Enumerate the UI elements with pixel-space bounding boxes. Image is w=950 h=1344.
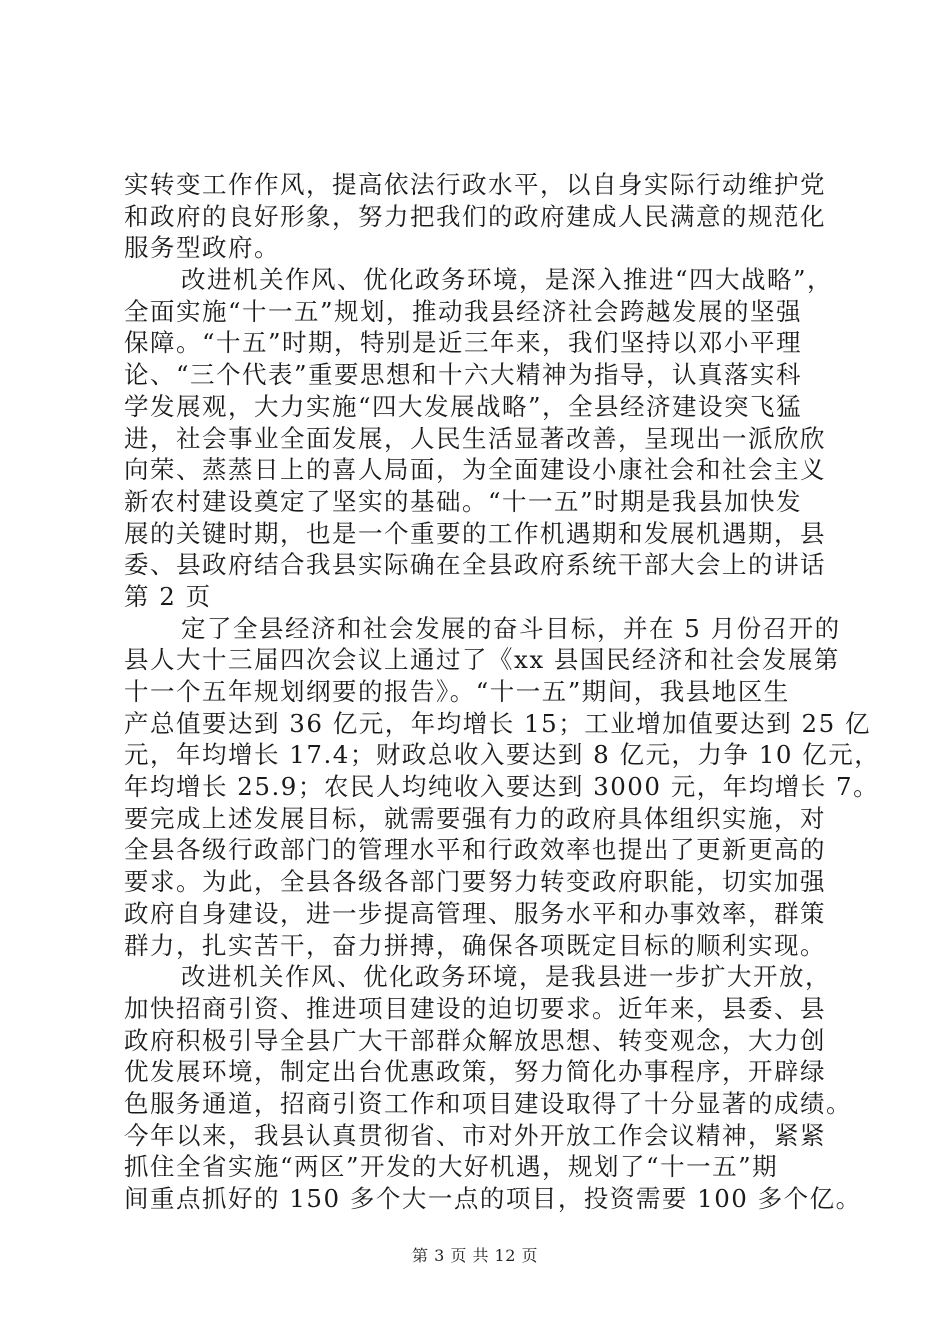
paragraph-start-line: 改进机关作风、优化政务环境，是深入推进“四大战略”，: [181, 265, 834, 295]
inline-page-marker: 第 2 页: [124, 581, 212, 611]
text-line: 优发展环境，制定出台优惠政策，努力简化办事程序，开辟绿: [124, 1057, 826, 1087]
text-line: 论、“三个代表”重要思想和十六大精神为指导，认真落实科: [124, 360, 803, 390]
text-line: 进，社会事业全面发展，人民生活显著改善，呈现出一派欣欣: [124, 423, 826, 453]
text-line: 要求。为此，全县各级各部门要努力转变政府职能，切实加强: [124, 867, 826, 897]
text-line: 和政府的良好形象，努力把我们的政府建成人民满意的规范化: [124, 201, 826, 231]
text-line: 要完成上述发展目标，就需要强有力的政府具体组织实施，对: [124, 803, 826, 833]
text-line: 全面实施“十一五”规划，推动我县经济社会跨越发展的坚强: [124, 296, 803, 326]
body-text: [124, 169, 881, 1215]
text-line: 向荣、蒸蒸日上的喜人局面，为全面建设小康社会和社会主义: [124, 455, 826, 485]
text-line: 十一个五年规划纲要的报告》。“十一五”期间，我县地区生: [124, 677, 790, 706]
paragraph-start-line: 定了全县经济和社会发展的奋斗目标，并在 5 月份召开的: [181, 613, 841, 643]
paragraph-start-line: 改进机关作风、优化政务环境，是我县进一步扩大开放，: [181, 962, 831, 992]
text-line: 抓住全省实施“两区”开发的大好机遇，规划了“十一五”期: [124, 1152, 779, 1182]
text-line: 政府积极引导全县广大干部群众解放思想、转变观念，大力创: [124, 1025, 826, 1055]
text-line: 加快招商引资、推进项目建设的迫切要求。近年来，县委、县: [124, 993, 826, 1023]
text-line: 元，年均增长 17.4；财政总收入要达到 8 亿元，力争 10 亿元，: [124, 740, 881, 770]
text-line: 学发展观，大力实施“四大发展战略”，全县经济建设突飞猛: [124, 391, 803, 421]
text-line: 实转变工作作风，提高依法行政水平，以自身实际行动维护党: [124, 170, 826, 199]
text-line: 新农村建设奠定了坚实的基础。“十一五”时期是我县加快发: [124, 486, 803, 516]
text-line: 间重点抓好的 150 多个大一点的项目，投资需要 100 多个亿。: [124, 1184, 862, 1213]
text-line: 保障。“十五”时期，特别是近三年来，我们坚持以邓小平理: [124, 328, 803, 358]
text-line: 服务型政府。: [124, 233, 280, 263]
text-line: 全县各级行政部门的管理水平和行政效率也提出了更新更高的: [124, 835, 826, 865]
text-line: 县人大十三届四次会议上通过了《xx 县国民经济和社会发展第: [124, 645, 840, 675]
text-line: 色服务通道，招商引资工作和项目建设取得了十分显著的成绩。: [124, 1088, 852, 1118]
text-line: 展的关键时期，也是一个重要的工作机遇期和发展机遇期，县: [124, 518, 826, 548]
text-line: 委、县政府结合我县实际确在全县政府系统干部大会上的讲话: [124, 550, 826, 580]
text-line: 今年以来，我县认真贯彻省、市对外开放工作会议精神，紧紧: [124, 1120, 826, 1150]
page-footer: 第 3 页 共 12 页: [412, 1246, 538, 1265]
text-line: 产总值要达到 36 亿元，年均增长 15；工业增加值要达到 25 亿: [124, 708, 871, 738]
text-line: 政府自身建设，进一步提高管理、服务水平和办事效率，群策: [124, 898, 826, 928]
text-line: 群力，扎实苦干，奋力拼搏，确保各项既定目标的顺利实现。: [124, 930, 826, 960]
text-line: 年均增长 25.9；农民人均纯收入要达到 3000 元，年均增长 7。: [124, 772, 880, 802]
